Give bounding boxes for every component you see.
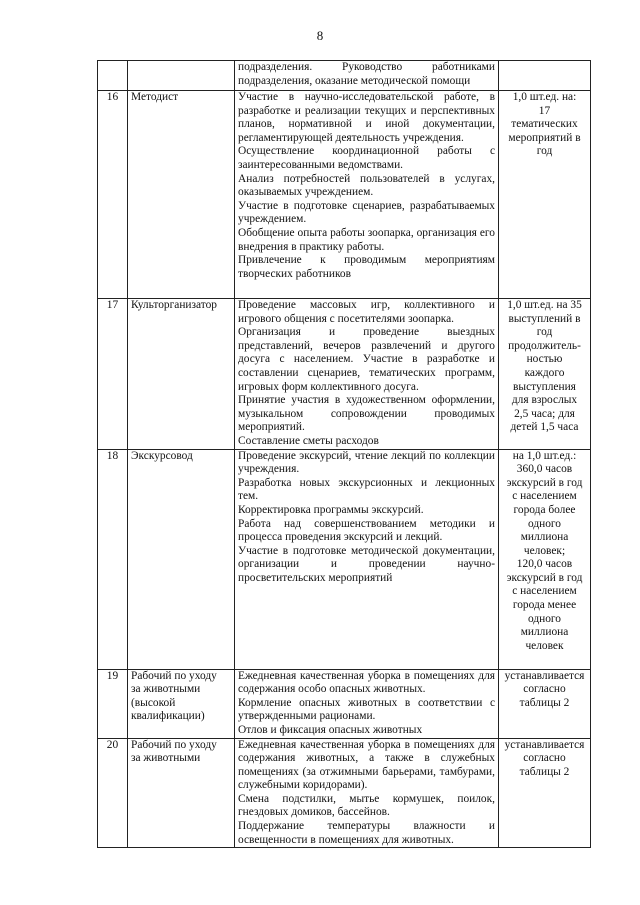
- staffing-norm-line: одного: [527, 612, 562, 625]
- position-name: [128, 669, 235, 738]
- position-name: [128, 91, 235, 299]
- row-number: [98, 61, 128, 91]
- staffing-norm-line: устанавливается: [504, 669, 585, 682]
- staffing-norm: [499, 91, 591, 299]
- staffing-norm-line: 17: [538, 104, 551, 117]
- table-row: [98, 669, 591, 738]
- staffing-norm-line: год: [536, 145, 553, 158]
- staffing-norm-line: 2,5 часа; для: [514, 407, 575, 420]
- staffing-norm-line: миллиона: [520, 626, 569, 639]
- table-row: [98, 61, 591, 91]
- staffing-norm-line: 1,0 шт.ед. на 35: [507, 299, 582, 311]
- staffing-norm-line: тематических: [511, 118, 578, 131]
- duties-cell: [235, 61, 499, 91]
- staffing-norm-line: продолжитель-: [508, 339, 581, 352]
- duty-paragraph: Обобщение опыта работы зоопарка, организация его внедрения в практику работы.: [238, 226, 495, 253]
- staffing-norm-line: человек;: [523, 544, 566, 557]
- duties-cell: [235, 91, 499, 299]
- staffing-norm-line: таблицы 2: [519, 765, 570, 778]
- position-name-line: квалификации): [131, 710, 205, 723]
- row-number: 18: [98, 449, 128, 669]
- staffing-norm-line: человек: [525, 639, 564, 652]
- duties-table: [97, 60, 591, 848]
- position-name-line: Культорганизатор: [131, 299, 217, 311]
- staffing-norm-line: с населением: [512, 585, 577, 598]
- duty-paragraph: Ежедневная качественная уборка в помещениях для содержания особо опасных животных.: [238, 669, 495, 696]
- staffing-norm-line: устанавливается: [504, 738, 585, 751]
- duty-paragraph: Поддержание температуры влажности и освещенности в помещениях для животных.: [238, 820, 495, 846]
- duty-paragraph: Ежедневная качественная уборка в помещениях для содержания животных, а также в служебных помещениях (за отжимными барьерами, тамбурами, служебными коридорами).: [238, 738, 495, 792]
- staffing-norm-line: выступления: [513, 380, 576, 393]
- duty-paragraph: Проведение массовых игр, коллективного и игрового общения с посетителями зоопарка.: [238, 299, 495, 325]
- staffing-norm-line: каждого: [524, 366, 565, 379]
- staffing-norm: [499, 61, 591, 91]
- staffing-norm-line: мероприятий в: [508, 131, 581, 144]
- duties-cell: [235, 299, 499, 450]
- staffing-norm-line: города более: [513, 503, 576, 516]
- table-row: [98, 449, 591, 669]
- staffing-norm-line: города менее: [512, 599, 577, 612]
- duty-paragraph: Участие в подготовке методической документации, организации и проведении научно-просветительских мероприятий: [238, 544, 495, 584]
- row-number: 20: [98, 738, 128, 848]
- duty-paragraph: Принятие участия в художественном оформлении, музыкальном сопровождении проводимых мероприятий.: [238, 394, 495, 434]
- staffing-norm-line: 120,0 часов: [516, 558, 573, 571]
- row-number: 16: [98, 91, 128, 299]
- staffing-norm-line: 1,0 шт.ед. на:: [512, 91, 577, 103]
- staffing-norm-line: на 1,0 шт.ед.:: [512, 449, 577, 462]
- duty-paragraph: Участие в научно-исследовательской работе, в разработке и реализации текущих и перспективных планов, нормативной и иной документации, регламентирующей деятельность учреждения.: [238, 91, 495, 144]
- staffing-norm-line: одного: [527, 517, 562, 530]
- staffing-norm-line: согласно: [523, 752, 566, 765]
- position-name-line: Экскурсовод: [131, 449, 193, 462]
- position-name-line: Рабочий по уходу: [131, 669, 217, 682]
- position-name: [128, 738, 235, 848]
- staffing-norm-line: таблицы 2: [519, 696, 570, 709]
- staffing-norm-line: ностью: [526, 353, 563, 366]
- duty-paragraph: Составление сметы расходов: [238, 434, 379, 447]
- staffing-norm: [499, 738, 591, 848]
- staffing-norm-line: для взрослых: [511, 394, 578, 407]
- staffing-norm-line: согласно: [523, 683, 566, 696]
- position-name: [128, 61, 235, 91]
- duties-cell: [235, 669, 499, 738]
- position-name-line: (высокой: [131, 696, 176, 709]
- duty-paragraph: Разработка новых экскурсионных и лекционных тем.: [238, 476, 495, 503]
- staffing-norm: [499, 669, 591, 738]
- position-name-line: Рабочий по уходу: [131, 738, 217, 751]
- staffing-norm-line: экскурсий в год: [506, 571, 583, 584]
- duty-paragraph: Привлечение к проводимым мероприятиям творческих работников: [238, 254, 495, 280]
- duty-paragraph: Осуществление координационной работы с заинтересованными ведомствами.: [238, 145, 495, 171]
- duty-paragraph: Анализ потребностей пользователей в услугах, оказываемых учреждением.: [238, 172, 495, 199]
- staffing-norm-line: выступлений в: [508, 312, 581, 325]
- duty-paragraph: Отлов и фиксация опасных животных: [238, 723, 423, 736]
- staffing-norm-line: детей 1,5 часа: [510, 421, 579, 434]
- staffing-norm-line: 360,0 часов: [516, 463, 573, 476]
- staffing-norm-line: год: [536, 326, 553, 339]
- position-name-line: Методист: [131, 91, 179, 103]
- table-row: [98, 299, 591, 450]
- staffing-norm-line: миллиона: [520, 531, 569, 544]
- duty-paragraph: Организация и проведение выездных представлений, вечеров развлечений и другого досуга с населением. Участие в разработке и составлении сценариев, тематических программ, игровых форм коллективного досуга.: [238, 326, 495, 393]
- table-row: [98, 738, 591, 848]
- staffing-norm: [499, 299, 591, 450]
- table-row: [98, 91, 591, 299]
- duty-paragraph: Проведение экскурсий, чтение лекций по коллекции учреждения.: [238, 449, 495, 476]
- staffing-norm: [499, 449, 591, 669]
- row-number: 19: [98, 669, 128, 738]
- row-number: 17: [98, 299, 128, 450]
- duty-paragraph: Корректировка программы экскурсий.: [238, 503, 424, 516]
- position-name-line: за животными: [131, 683, 201, 696]
- duty-paragraph: Участие в подготовке сценариев, разрабатываемых учреждением.: [238, 199, 495, 226]
- duty-paragraph: подразделения. Руководство работниками подразделения, оказание методической помощи: [238, 61, 495, 87]
- duties-cell: [235, 449, 499, 669]
- position-name: [128, 449, 235, 669]
- position-name-line: за животными: [131, 752, 201, 765]
- duty-paragraph: Кормление опасных животных в соответствии с утвержденными рационами.: [238, 696, 495, 723]
- staffing-norm-line: экскурсий в год: [506, 476, 583, 489]
- duties-cell: [235, 738, 499, 848]
- page-number: 8: [316, 28, 324, 43]
- duty-paragraph: Работа над совершенствованием методики и процесса проведения экскурсий и лекций.: [238, 517, 495, 544]
- staffing-norm-line: с населением: [512, 490, 577, 503]
- duty-paragraph: Смена подстилки, мытье кормушек, поилок, гнездовых домиков, бассейнов.: [238, 792, 495, 819]
- position-name: [128, 299, 235, 450]
